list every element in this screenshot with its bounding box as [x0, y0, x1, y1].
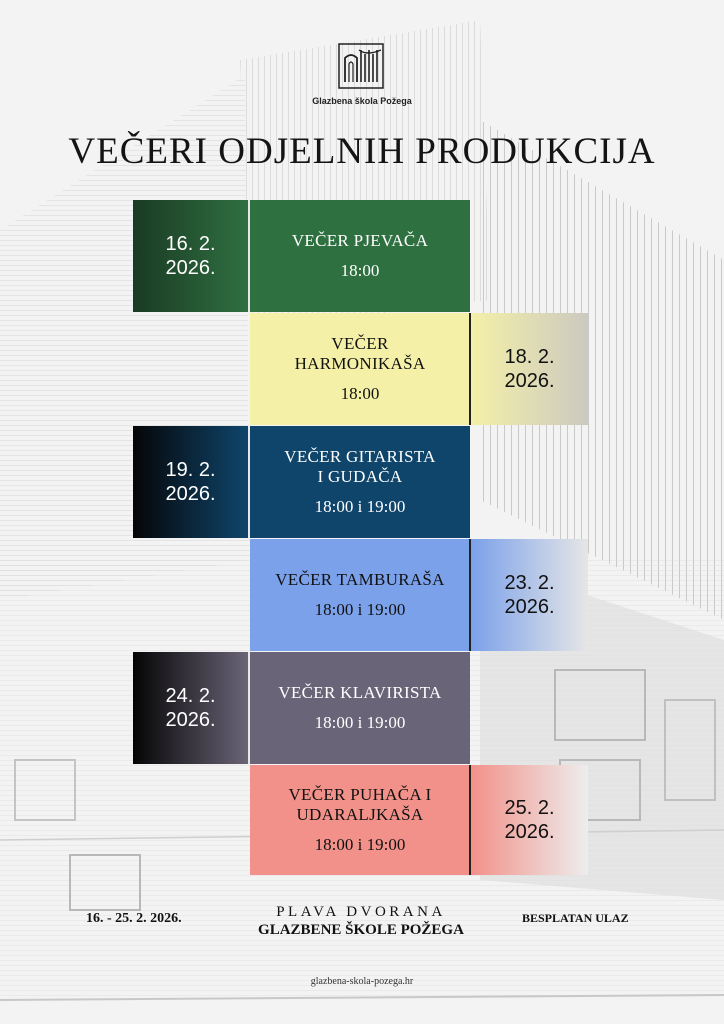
event-time: 18:00 [340, 261, 380, 280]
venue-school: GLAZBENE ŠKOLE POŽEGA [258, 922, 464, 938]
event-name: VEČER TAMBURAŠA [275, 570, 445, 589]
event-date-1: 16. 2. 2026. [133, 200, 248, 312]
event-card-4 [250, 539, 470, 651]
separator-line [248, 652, 250, 764]
school-name: Glazbena škola Požega [312, 96, 412, 106]
event-name: VEČER GITARISTA [284, 447, 436, 466]
separator-line [248, 426, 250, 538]
event-time: 18:00 i 19:00 [314, 713, 406, 732]
event-date-4: 23. 2. 2026. [471, 539, 588, 651]
website-link[interactable]: glazbena-skola-pozega.hr [310, 976, 414, 987]
event-name: UDARALJKAŠA [296, 805, 424, 824]
event-card-5 [250, 652, 470, 764]
event-time: 18:00 i 19:00 [314, 497, 406, 516]
event-date-3: 19. 2. 2026. [133, 426, 248, 538]
school-logo-icon [337, 42, 385, 90]
event-time: 18:00 i 19:00 [314, 600, 406, 619]
event-time: 18:00 i 19:00 [314, 835, 406, 854]
event-card-6 [250, 765, 470, 875]
event-name: VEČER PUHAČA I [288, 785, 432, 804]
event-name: VEČER PJEVAČA [291, 231, 429, 250]
event-name: HARMONIKAŠA [294, 354, 426, 373]
event-period: 16. - 25. 2. 2026. [86, 911, 182, 926]
separator-line [469, 765, 471, 875]
event-card-1 [250, 200, 470, 312]
event-name: VEČER KLAVIRISTA [278, 683, 442, 702]
event-date-2: 18. 2. 2026. [471, 313, 588, 425]
event-card-3 [250, 426, 470, 538]
separator-line [469, 539, 471, 651]
separator-line [469, 313, 471, 425]
page-title: VEČERI ODJELNIH PRODUKCIJA [68, 131, 656, 172]
separator-line [248, 200, 250, 312]
event-card-2 [250, 313, 470, 425]
event-date-5: 24. 2. 2026. [133, 652, 248, 764]
event-name: I GUDAČA [317, 467, 403, 486]
event-name: VEČER [331, 334, 389, 353]
event-date-6: 25. 2. 2026. [471, 765, 588, 875]
event-time: 18:00 [340, 384, 380, 403]
admission-info: BESPLATAN ULAZ [522, 911, 629, 925]
venue-name: PLAVA DVORANA [276, 904, 446, 920]
